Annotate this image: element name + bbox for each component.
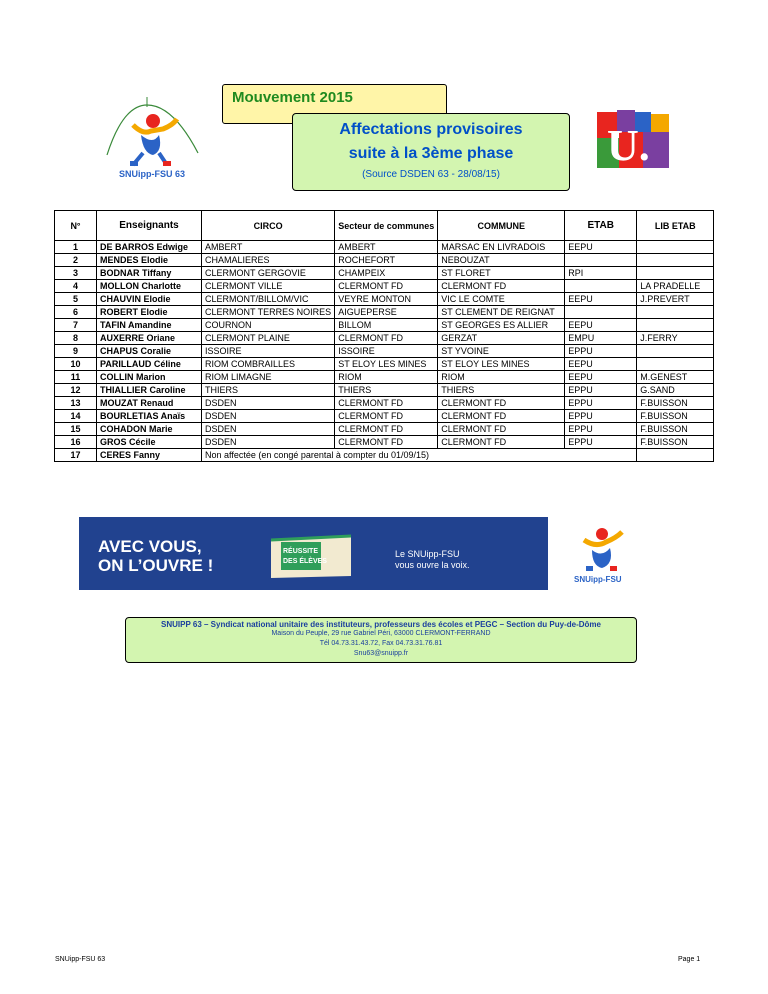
row-circo: RIOM LIMAGNE — [202, 371, 335, 384]
header-commune: COMMUNE — [438, 211, 565, 241]
row-lib-etab — [637, 449, 714, 462]
row-name: MENDES Elodie — [97, 254, 202, 267]
header-circo: CIRCO — [202, 211, 335, 241]
movement-title: Mouvement 2015 — [232, 89, 353, 106]
svg-text:SNUipp-FSU: SNUipp-FSU — [574, 575, 622, 584]
table-row — [55, 267, 714, 280]
row-num: 7 — [55, 319, 97, 332]
row-etab: EEPU — [565, 293, 637, 306]
row-circo: COURNON — [202, 319, 335, 332]
table-row — [55, 293, 714, 306]
svg-text:RÉUSSITE: RÉUSSITE — [283, 548, 319, 555]
u-logo — [597, 110, 669, 170]
row-circo: RIOM COMBRAILLES — [202, 358, 335, 371]
banner-slogan-line1: AVEC VOUS, — [98, 537, 202, 556]
row-commune: RIOM — [438, 371, 565, 384]
row-commune: CLERMONT FD — [438, 436, 565, 449]
row-lib-etab — [637, 358, 714, 371]
row-secteur: ROCHEFORT — [335, 254, 438, 267]
row-name: CHAUVIN Elodie — [97, 293, 202, 306]
row-lib-etab: F.BUISSON — [637, 436, 714, 449]
row-lib-etab: M.GENEST — [637, 371, 714, 384]
row-name: BOURLETIAS Anaïs — [97, 410, 202, 423]
row-name: COLLIN Marion — [97, 371, 202, 384]
row-commune: ST GEORGES ES ALLIER — [438, 319, 565, 332]
table-row — [55, 319, 714, 332]
row-note: Non affectée (en congé parental à compter du 01/09/15) — [202, 449, 637, 462]
row-name: GROS Cécile — [97, 436, 202, 449]
svg-text:DES ÉLÈVES: DES ÉLÈVES — [283, 558, 327, 565]
affectations-title-line2: suite à la 3ème phase — [348, 145, 514, 162]
table-header-row — [55, 211, 714, 241]
row-etab: EPPU — [565, 384, 637, 397]
header-etab: ETAB — [565, 211, 637, 241]
row-etab: EPPU — [565, 423, 637, 436]
row-lib-etab: J.PREVERT — [637, 293, 714, 306]
banner-slogan-line2: ON L’OUVRE ! — [98, 556, 214, 575]
row-secteur: CLERMONT FD — [335, 332, 438, 345]
row-circo: CLERMONT PLAINE — [202, 332, 335, 345]
row-circo: DSDEN — [202, 397, 335, 410]
table-row — [55, 423, 714, 436]
row-num: 14 — [55, 410, 97, 423]
assignments-table — [54, 210, 714, 462]
row-circo: CLERMONT/BILLOM/VIC — [202, 293, 335, 306]
header-secteur: Secteur de communes — [335, 211, 438, 241]
row-secteur: ST ELOY LES MINES — [335, 358, 438, 371]
row-circo: CLERMONT VILLE — [202, 280, 335, 293]
row-commune: MARSAC EN LIVRADOIS — [438, 241, 565, 254]
row-lib-etab — [637, 345, 714, 358]
row-etab: EPPU — [565, 397, 637, 410]
row-circo: CHAMALIERES — [202, 254, 335, 267]
row-commune: THIERS — [438, 384, 565, 397]
row-num: 2 — [55, 254, 97, 267]
row-etab: EPPU — [565, 410, 637, 423]
row-lib-etab: F.BUISSON — [637, 397, 714, 410]
row-commune: ST CLEMENT DE REIGNAT — [438, 306, 565, 319]
row-circo: CLERMONT TERRES NOIRES — [202, 306, 335, 319]
row-etab — [565, 306, 637, 319]
row-commune: CLERMONT FD — [438, 397, 565, 410]
row-circo: DSDEN — [202, 436, 335, 449]
row-secteur: THIERS — [335, 384, 438, 397]
row-num: 4 — [55, 280, 97, 293]
row-secteur: ISSOIRE — [335, 345, 438, 358]
row-etab — [565, 280, 637, 293]
union-phone: Tél 04.73.31.43.72, Fax 04.73.31.76.81 — [319, 640, 443, 647]
row-lib-etab: G.SAND — [637, 384, 714, 397]
row-num: 8 — [55, 332, 97, 345]
header-lib-etab: LIB ETAB — [637, 211, 714, 241]
row-name: CHAPUS Coralie — [97, 345, 202, 358]
row-commune: CLERMONT FD — [438, 410, 565, 423]
row-commune: CLERMONT FD — [438, 423, 565, 436]
row-secteur: CLERMONT FD — [335, 436, 438, 449]
row-name: BODNAR Tiffany — [97, 267, 202, 280]
row-etab: EEPU — [565, 358, 637, 371]
row-secteur: CHAMPEIX — [335, 267, 438, 280]
book-illustration — [267, 532, 355, 580]
row-name: ROBERT Elodie — [97, 306, 202, 319]
row-num: 5 — [55, 293, 97, 306]
union-name: SNUIPP 63 – Syndicat national unitaire des instituteurs, professeurs des écoles et PEGC – Section du Puy-de-Dôme — [161, 620, 601, 629]
row-name: TAFIN Amandine — [97, 319, 202, 332]
row-num: 12 — [55, 384, 97, 397]
table-row — [55, 254, 714, 267]
table-row — [55, 410, 714, 423]
table-row — [55, 280, 714, 293]
row-commune: ST ELOY LES MINES — [438, 358, 565, 371]
row-etab: EMPU — [565, 332, 637, 345]
row-circo: ISSOIRE — [202, 345, 335, 358]
banner-right-line1: Le SNUipp-FSU — [395, 549, 460, 559]
table-row — [55, 241, 714, 254]
row-etab: EEPU — [565, 241, 637, 254]
row-num: 10 — [55, 358, 97, 371]
row-num: 9 — [55, 345, 97, 358]
row-commune: ST YVOINE — [438, 345, 565, 358]
row-commune: CLERMONT FD — [438, 280, 565, 293]
row-lib-etab — [637, 254, 714, 267]
row-commune: NEBOUZAT — [438, 254, 565, 267]
row-commune: VIC LE COMTE — [438, 293, 565, 306]
snuipp-banner-logo — [566, 522, 636, 586]
row-circo: THIERS — [202, 384, 335, 397]
row-circo: CLERMONT GERGOVIE — [202, 267, 335, 280]
row-lib-etab: F.BUISSON — [637, 410, 714, 423]
affectations-title-line1: Affectations provisoires — [339, 121, 523, 138]
row-etab: RPI — [565, 267, 637, 280]
row-name: PARILLAUD Céline — [97, 358, 202, 371]
row-num: 16 — [55, 436, 97, 449]
row-num: 11 — [55, 371, 97, 384]
table-row — [55, 306, 714, 319]
union-email[interactable]: Snu63@snuipp.fr — [353, 650, 409, 657]
table-row-last — [55, 449, 714, 462]
row-lib-etab — [637, 267, 714, 280]
row-name: COHADON Marie — [97, 423, 202, 436]
row-name: AUXERRE Oriane — [97, 332, 202, 345]
row-name: CERES Fanny — [97, 449, 202, 462]
row-secteur: CLERMONT FD — [335, 423, 438, 436]
row-etab: EPPU — [565, 345, 637, 358]
row-commune: GERZAT — [438, 332, 565, 345]
row-circo: AMBERT — [202, 241, 335, 254]
row-name: MOUZAT Renaud — [97, 397, 202, 410]
row-secteur: AIGUEPERSE — [335, 306, 438, 319]
row-etab — [565, 254, 637, 267]
page-footer-left: SNUipp-FSU 63 — [55, 956, 106, 963]
row-etab: EEPU — [565, 371, 637, 384]
row-name: THIALLIER Caroline — [97, 384, 202, 397]
table-body — [55, 241, 714, 462]
row-name: MOLLON Charlotte — [97, 280, 202, 293]
header-enseignants: Enseignants — [97, 211, 202, 241]
table-row — [55, 371, 714, 384]
banner-right-line2: vous ouvre la voix. — [395, 560, 470, 570]
row-num: 6 — [55, 306, 97, 319]
row-secteur: AMBERT — [335, 241, 438, 254]
row-etab: EPPU — [565, 436, 637, 449]
row-num: 3 — [55, 267, 97, 280]
row-circo: DSDEN — [202, 423, 335, 436]
row-secteur: BILLOM — [335, 319, 438, 332]
u-logo-letter: U. — [607, 121, 650, 170]
row-lib-etab: F.BUISSON — [637, 423, 714, 436]
row-num: 1 — [55, 241, 97, 254]
table-row — [55, 397, 714, 410]
row-secteur: RIOM — [335, 371, 438, 384]
snuipp-logo-text: SNUipp-FSU 63 — [119, 169, 186, 179]
page-footer-right: Page 1 — [678, 956, 701, 963]
row-num: 17 — [55, 449, 97, 462]
row-num: 15 — [55, 423, 97, 436]
row-commune: ST FLORET — [438, 267, 565, 280]
table-row — [55, 332, 714, 345]
union-address: Maison du Peuple, 29 rue Gabriel Péri, 63000 CLERMONT-FERRAND — [271, 630, 491, 637]
row-secteur: VEYRE MONTON — [335, 293, 438, 306]
snuipp-logo — [103, 95, 203, 185]
row-secteur: CLERMONT FD — [335, 410, 438, 423]
row-secteur: CLERMONT FD — [335, 280, 438, 293]
row-num: 13 — [55, 397, 97, 410]
table-row — [55, 384, 714, 397]
table-row — [55, 345, 714, 358]
row-lib-etab — [637, 306, 714, 319]
row-etab: EEPU — [565, 319, 637, 332]
row-lib-etab — [637, 319, 714, 332]
source-note: (Source DSDEN 63 - 28/08/15) — [362, 169, 500, 180]
row-lib-etab: LA PRADELLE — [637, 280, 714, 293]
table-row — [55, 436, 714, 449]
header-num: N° — [55, 211, 97, 241]
row-lib-etab: J.FERRY — [637, 332, 714, 345]
row-name: DE BARROS Edwige — [97, 241, 202, 254]
table-row — [55, 358, 714, 371]
row-secteur: CLERMONT FD — [335, 397, 438, 410]
row-circo: DSDEN — [202, 410, 335, 423]
row-lib-etab — [637, 241, 714, 254]
